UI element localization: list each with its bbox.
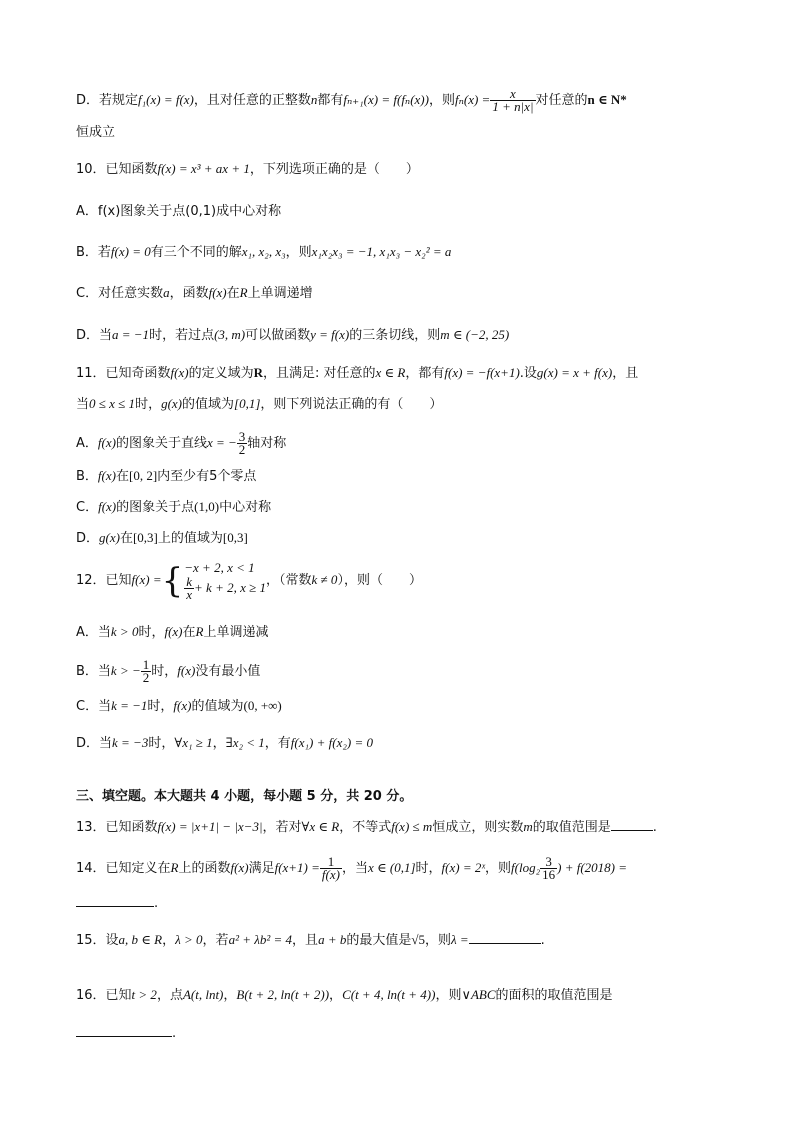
- q14: 14．已知定义在R上的函数f(x)满足f(x+1) = $\frac{1}{f(x)}$ ，当x ∈ (0,1]时，f(x) = 2ˣ，则f(log₂ $\frac{3}{16}$ ) + f(2018) =: [76, 854, 628, 882]
- answer-blank[interactable]: [611, 818, 653, 831]
- fraction: $\frac{x}{1 + n|x|}$: [492, 86, 534, 114]
- q13: 13．已知函数f(x) = |x+1| − |x−3|，若对∀x ∈ R，不等式f(x) ≤ m恒成立，则实数m的取值范围是 .: [76, 819, 657, 835]
- fraction: $\frac{3}{16}$: [542, 854, 556, 882]
- q12-option-c: C．当k = −1时，f(x)的值域为(0, +∞): [76, 698, 282, 714]
- q9-option-d: D．若规定f₁(x) = f(x)，且对任意的正整数n都有fₙ₊₁(x) = f(fₙ(x))，则fₙ(x) = $\frac{x}{1 + n|x|}$ 对任意的n ∈ N*: [76, 86, 627, 114]
- fraction: $\frac{1}{f(x)}$: [321, 854, 340, 882]
- q9-option-d-continued: 恒成立: [76, 125, 116, 140]
- q10-stem: 10．已知函数f(x) = x³ + ax + 1，下列选项正确的是（ ）: [76, 161, 419, 177]
- answer-blank[interactable]: [469, 931, 541, 944]
- q10-option-b: B．若f(x) = 0有三个不同的解x₁, x₂, x₃，则x₁x₂x₃ = −1, x₁x₃ − x₂² = a: [76, 244, 452, 260]
- left-brace: {: [161, 560, 184, 601]
- q11-stem-continued: 当0 ≤ x ≤ 1时，g(x)的值域为[0,1]，则下列说法正确的有（ ）: [76, 396, 443, 412]
- q12-option-a: A．当k > 0时，f(x)在R上单调递减: [76, 624, 269, 640]
- q11-option-c: C．f(x)的图象关于点(1,0)中心对称: [76, 499, 272, 515]
- q10-option-a: A．f(x)图象关于点(0,1)成中心对称: [76, 204, 282, 219]
- q12-stem: 12．已知f(x) ={ −x + 2, x < 1 $\frac{k}{x}$ + k + 2, x ≥ 1 ，（常数k ≠ 0），则（ ）: [76, 560, 422, 602]
- q10-option-d: D．当a = −1时，若过点(3, m)可以做函数y = f(x)的三条切线，则m ∈ (−2, 25): [76, 327, 510, 343]
- q11-option-d: D．g(x)在[0,3]上的值域为[0,3]: [76, 530, 248, 546]
- q12-option-d: D．当k = −3时，∀x₁ ≥ 1，∃x₂ < 1，有f(x₁) + f(x₂) = 0: [76, 735, 373, 751]
- fraction: $\frac{1}{2}$: [142, 657, 150, 685]
- q11-option-a: A．f(x)的图象关于直线x = − $\frac{3}{2}$ 轴对称: [76, 429, 287, 457]
- q11-option-b: B．f(x)在[0, 2]内至少有5个零点: [76, 468, 257, 484]
- q16: 16．已知t > 2，点A(t, lnt)，B(t + 2, ln(t + 2))，C(t + 4, ln(t + 4))，则∨ABC的面积的取值范围是: [76, 987, 613, 1003]
- fraction: $\frac{k}{x}$: [186, 574, 193, 602]
- q16-answer-line: .: [76, 1024, 724, 1043]
- q14-answer-line: .: [76, 894, 724, 913]
- answer-blank[interactable]: [76, 894, 154, 907]
- piecewise-cases: −x + 2, x < 1 $\frac{k}{x}$ + k + 2, x ≥ 1: [184, 560, 267, 602]
- answer-blank[interactable]: [76, 1024, 172, 1037]
- q11-stem: 11．已知奇函数f(x)的定义域为R，且满足: 对任意的x ∈ R，都有f(x) = −f(x+1).设g(x) = x + f(x)，且: [76, 365, 639, 381]
- q10-option-c: C．对任意实数a，函数f(x)在R上单调递增: [76, 285, 313, 301]
- section-3-heading: 三、填空题。本大题共 4 小题，每小题 5 分，共 20 分。: [76, 789, 413, 804]
- q12-option-b: B．当k > − $\frac{1}{2}$ 时，f(x)没有最小值: [76, 657, 261, 685]
- fraction: $\frac{3}{2}$: [238, 429, 246, 457]
- q15: 15．设a, b ∈ R，λ > 0，若a² + λb² = 4，且a + b的最大值是√5，则λ = .: [76, 932, 545, 948]
